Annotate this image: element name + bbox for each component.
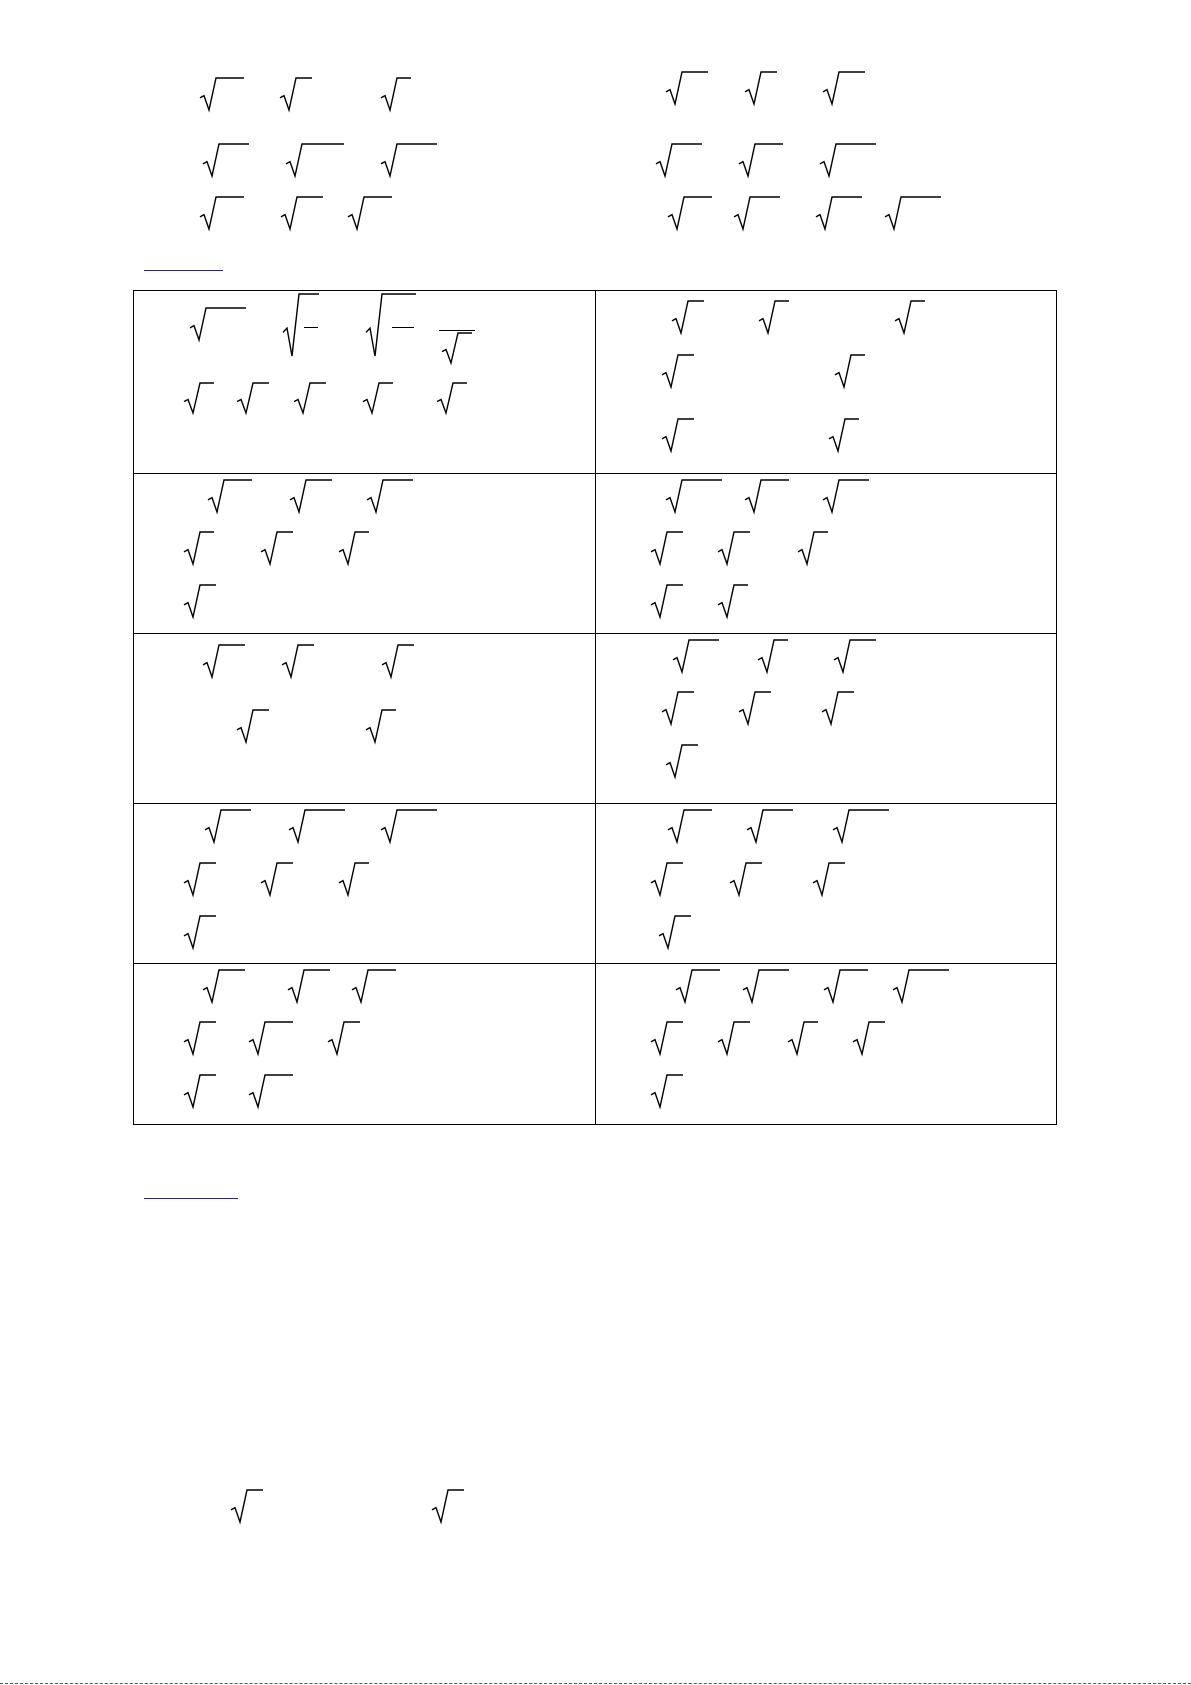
radical-sign bbox=[184, 1075, 216, 1107]
radical-sign bbox=[662, 419, 694, 451]
radical-sign bbox=[834, 640, 876, 672]
radical-sign bbox=[822, 692, 854, 724]
radical-sign bbox=[200, 78, 244, 110]
radical-sign bbox=[184, 585, 216, 617]
radical-sign bbox=[280, 78, 312, 110]
radical-sign bbox=[339, 532, 369, 564]
radical-sign bbox=[734, 197, 780, 229]
radical-sign bbox=[203, 645, 245, 677]
radical-sign bbox=[662, 355, 694, 387]
radical-sign bbox=[893, 970, 949, 1002]
radical-sign bbox=[745, 480, 789, 512]
radical-sign bbox=[283, 294, 319, 356]
radical-sign bbox=[745, 72, 777, 104]
radical-sign bbox=[184, 383, 214, 413]
radical-sign bbox=[824, 970, 868, 1002]
radical-sign bbox=[366, 710, 396, 742]
radical-sign bbox=[367, 480, 413, 512]
radical-sign bbox=[747, 810, 793, 842]
radical-sign bbox=[381, 144, 437, 176]
radical-sign bbox=[184, 1022, 216, 1054]
radical-sign bbox=[348, 197, 392, 229]
radical-sign bbox=[381, 78, 411, 110]
fraction-bar bbox=[392, 327, 414, 328]
radical-sign bbox=[820, 144, 876, 176]
radical-sign bbox=[352, 970, 396, 1002]
radical-sign bbox=[294, 383, 326, 413]
radical-sign bbox=[261, 863, 293, 895]
radical-sign bbox=[203, 970, 245, 1002]
radical-sign bbox=[261, 532, 293, 564]
radical-sign bbox=[366, 294, 416, 356]
radical-sign bbox=[231, 1490, 263, 1522]
fraction-bar bbox=[304, 327, 318, 328]
radical-sign bbox=[651, 585, 683, 617]
radical-sign bbox=[651, 863, 683, 895]
radical-sign bbox=[730, 863, 762, 895]
radical-sign bbox=[835, 355, 865, 387]
radical-sign bbox=[759, 301, 789, 333]
radical-sign bbox=[853, 1022, 885, 1054]
radical-sign bbox=[823, 72, 865, 104]
radical-sign bbox=[739, 692, 771, 724]
radical-sign bbox=[382, 645, 414, 677]
section-link-underline[interactable] bbox=[144, 1198, 238, 1199]
radical-sign bbox=[668, 810, 712, 842]
radical-sign bbox=[184, 863, 216, 895]
radical-sign bbox=[381, 810, 437, 842]
radical-sign bbox=[432, 1490, 464, 1522]
radical-sign bbox=[885, 197, 941, 229]
radical-sign bbox=[666, 745, 698, 777]
radical-sign bbox=[200, 197, 244, 229]
radical-sign bbox=[718, 1022, 750, 1054]
radical-sign bbox=[282, 645, 314, 677]
page-edge-line bbox=[0, 1683, 1191, 1684]
radical-sign bbox=[363, 383, 393, 413]
radical-sign bbox=[676, 970, 720, 1002]
radical-sign bbox=[437, 383, 467, 413]
radical-sign bbox=[328, 1022, 360, 1054]
radical-sign bbox=[184, 532, 214, 564]
radical-sign bbox=[651, 1022, 683, 1054]
radical-sign bbox=[288, 970, 330, 1002]
radical-sign bbox=[743, 970, 789, 1002]
radical-sign bbox=[190, 308, 246, 340]
radical-sign bbox=[823, 480, 869, 512]
radical-sign bbox=[816, 197, 862, 229]
radical-sign bbox=[672, 301, 704, 333]
section-link-underline[interactable] bbox=[144, 270, 223, 271]
radical-sign bbox=[833, 810, 889, 842]
radical-sign bbox=[656, 144, 702, 176]
radical-sign bbox=[442, 333, 472, 363]
radical-sign bbox=[668, 197, 712, 229]
radical-sign bbox=[289, 810, 345, 842]
radical-sign bbox=[286, 144, 344, 176]
fraction-bar bbox=[439, 330, 475, 331]
radical-sign bbox=[659, 916, 691, 948]
radical-sign bbox=[718, 585, 748, 617]
radical-sign bbox=[718, 532, 750, 564]
radical-sign bbox=[249, 1075, 293, 1107]
radical-sign bbox=[798, 532, 828, 564]
radical-sign bbox=[249, 1022, 293, 1054]
radical-sign bbox=[813, 863, 845, 895]
radical-sign bbox=[788, 1022, 818, 1054]
radical-sign bbox=[829, 419, 859, 451]
radical-sign bbox=[208, 480, 252, 512]
radical-sign bbox=[673, 640, 719, 672]
radical-sign bbox=[651, 532, 683, 564]
radical-sign bbox=[205, 810, 251, 842]
radical-sign bbox=[237, 383, 269, 413]
radical-sign bbox=[184, 916, 216, 948]
radical-sign bbox=[651, 1075, 683, 1107]
radical-sign bbox=[895, 301, 925, 333]
radical-sign bbox=[281, 197, 323, 229]
radical-sign bbox=[666, 480, 722, 512]
radical-sign bbox=[237, 710, 269, 742]
radical-sign bbox=[662, 692, 694, 724]
radical-sign bbox=[290, 480, 332, 512]
radical-sign bbox=[739, 144, 783, 176]
radical-sign bbox=[758, 640, 788, 672]
radical-sign bbox=[203, 144, 249, 176]
radical-sign bbox=[666, 72, 708, 104]
radical-sign bbox=[339, 863, 369, 895]
